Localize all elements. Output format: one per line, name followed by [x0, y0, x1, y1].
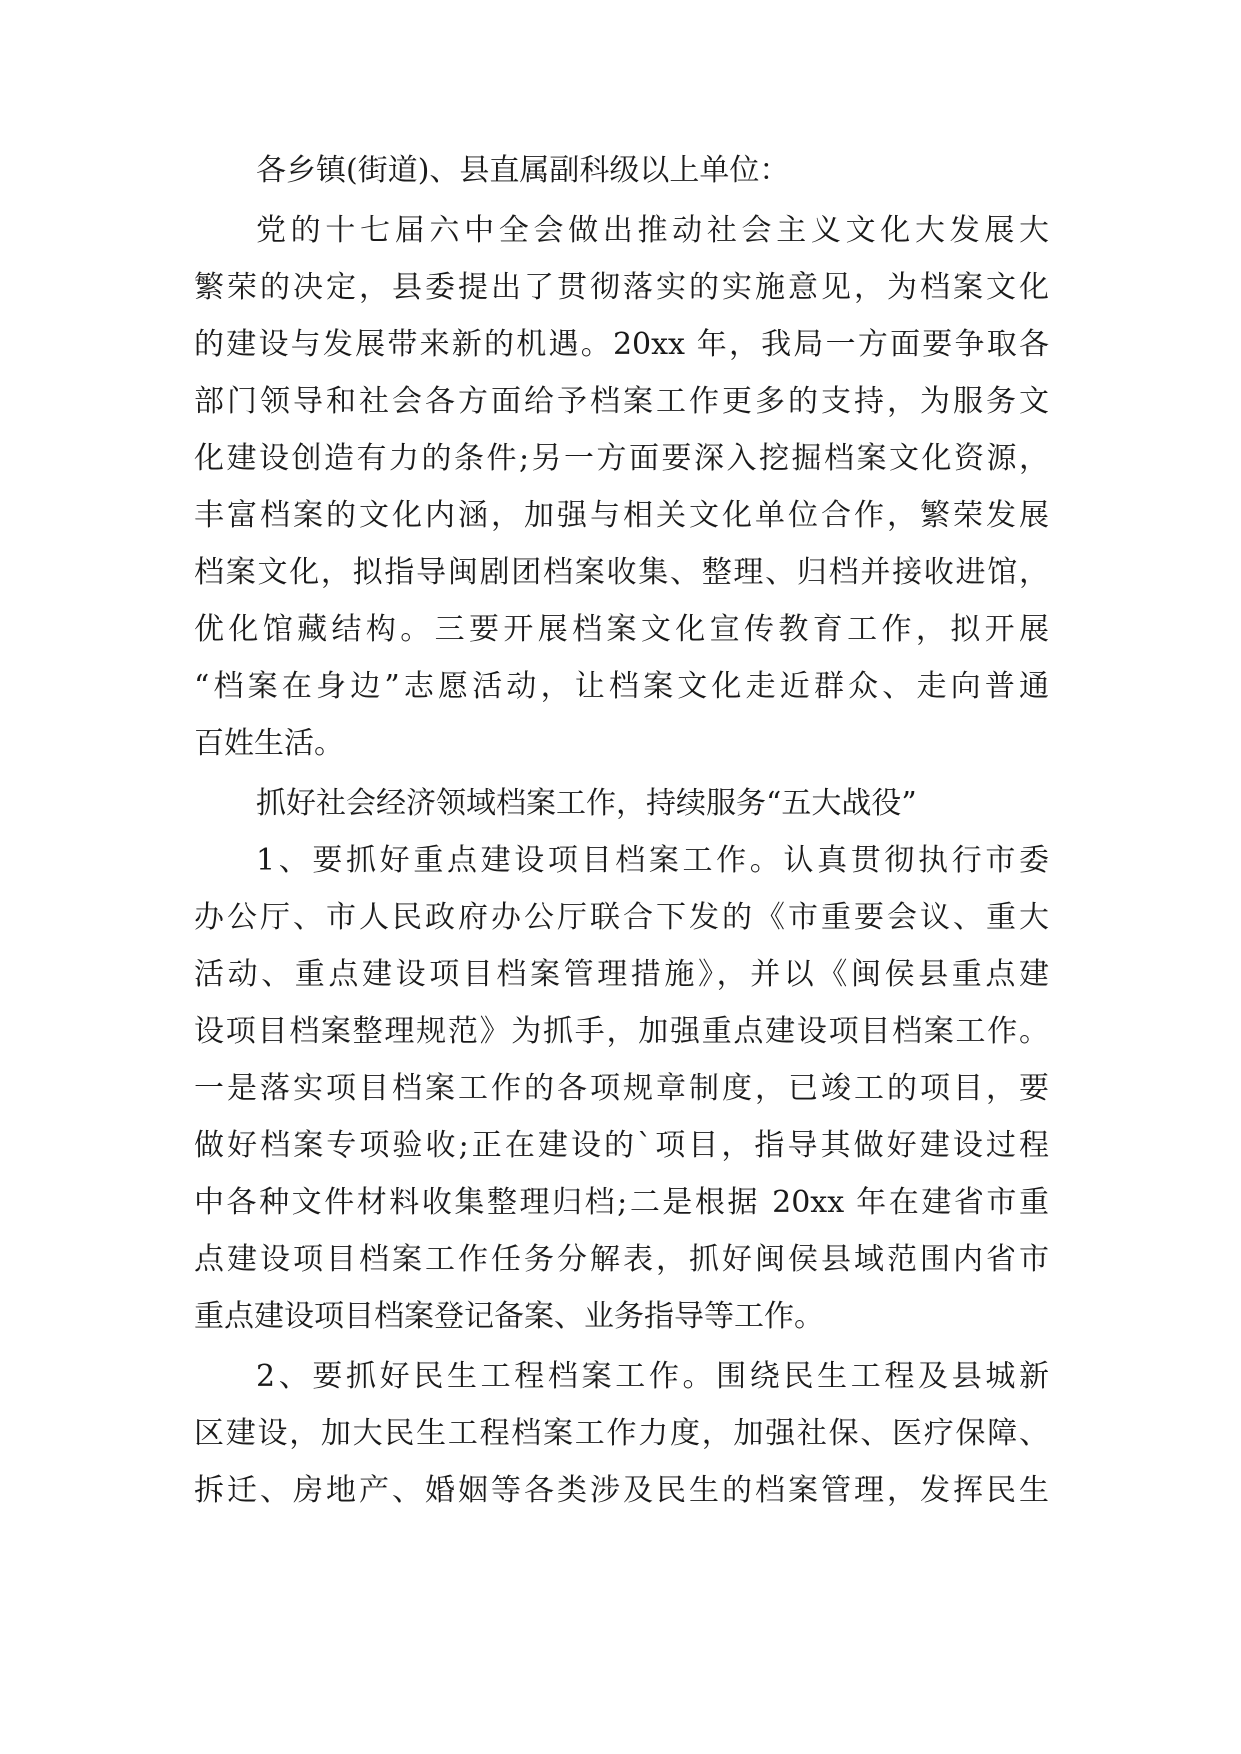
item2-line-2: 区建设，加大民生工程档案工作力度，加强社保、医疗保障、: [194, 1416, 1049, 1451]
item1-line-9: 重点建设项目档案登记备案、业务指导等工作。: [194, 1299, 824, 1334]
item1-line-4: 设项目档案整理规范》为抓手，加强重点建设项目档案工作。: [194, 1014, 1049, 1049]
item2-line-3: 拆迁、房地产、婚姻等各类涉及民生的档案管理，发挥民生: [194, 1473, 1049, 1508]
item1-line-8: 点建设项目档案工作任务分解表，抓好闽侯县域范围内省市: [194, 1242, 1049, 1277]
item1-line-2: 办公厅、市人民政府办公厅联合下发的《市重要会议、重大: [194, 900, 1049, 935]
para1-line-7: 档案文化，拟指导闽剧团档案收集、整理、归档并接收进馆，: [194, 555, 1049, 590]
item2-line-1: 2、要抓好民生工程档案工作。围绕民生工程及县城新: [256, 1359, 1049, 1394]
item1-line-3: 活动、重点建设项目档案管理措施》，并以《闽侯县重点建: [194, 957, 1049, 992]
item1-line-5: 一是落实项目档案工作的各项规章制度，已竣工的项目，要: [194, 1071, 1049, 1106]
para1-line-9: “档案在身边”志愿活动，让档案文化走近群众、走向普通: [194, 669, 1049, 704]
item1-line-6: 做好档案专项验收;正在建设的`项目，指导其做好建设过程: [194, 1128, 1049, 1163]
para1-line-2: 繁荣的决定，县委提出了贯彻落实的实施意见，为档案文化: [194, 270, 1049, 305]
para1-line-4: 部门领导和社会各方面给予档案工作更多的支持，为服务文: [194, 384, 1049, 419]
section-heading: 抓好社会经济领域档案工作，持续服务“五大战役”: [256, 786, 917, 821]
item1-line-7: 中各种文件材料收集整理归档;二是根据 20xx 年在建省市重: [194, 1185, 1049, 1220]
salutation: 各乡镇(街道)、县直属副科级以上单位：: [256, 153, 790, 188]
para1-line-6: 丰富档案的文化内涵，加强与相关文化单位合作，繁荣发展: [194, 498, 1049, 533]
para1-line-8: 优化馆藏结构。三要开展档案文化宣传教育工作，拟开展: [194, 612, 1049, 647]
item1-line-1: 1、要抓好重点建设项目档案工作。认真贯彻执行市委: [256, 843, 1049, 878]
para1-line-3: 的建设与发展带来新的机遇。20xx 年，我局一方面要争取各: [194, 327, 1049, 362]
para1-line-1: 党的十七届六中全会做出推动社会主义文化大发展大: [256, 213, 1049, 248]
para1-line-10: 百姓生活。: [194, 726, 344, 761]
para1-line-5: 化建设创造有力的条件;另一方面要深入挖掘档案文化资源，: [194, 441, 1049, 476]
